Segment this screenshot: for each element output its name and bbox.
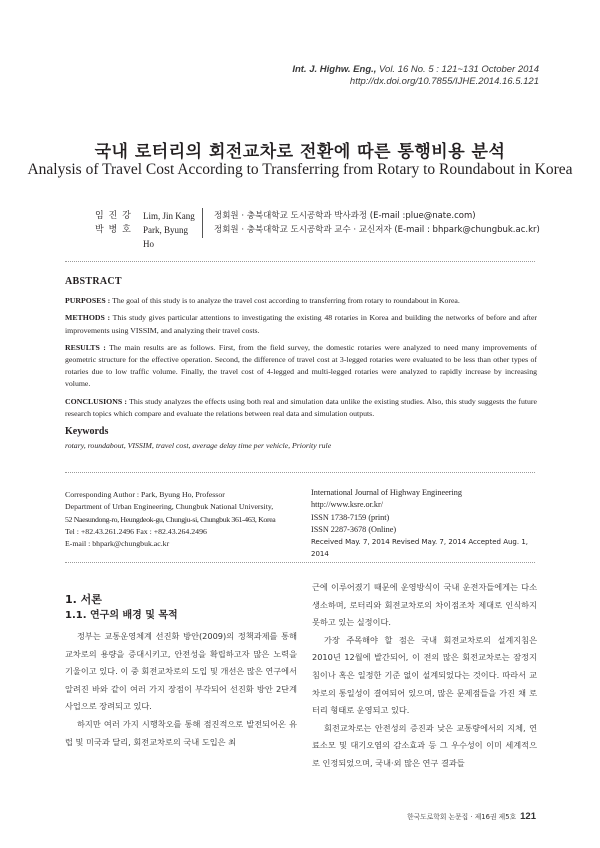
korean-title: 국내 로터리의 회전교차로 전환에 따른 통행비용 분석 (94, 142, 506, 162)
author-name-en: Lim, Jin Kang (143, 211, 195, 221)
abstract-results: RESULTS : The main results are as follows. First, from the field survey, the domestic rotaries were analyzed to need many improvements of geometric structure for the effective operation. Second, the difference of travel cost at 3-legged rotaries were evaluated to be less than other types of rotaries due to low traffic volume. Finally, the travel cost of 4-legged and multi-legged rotaries were analyzed to rapidly increase by increasing volume. (65, 342, 537, 389)
abstract (65, 276, 537, 452)
author-name-ko: 임 진 강 (95, 211, 132, 221)
corresponding-author: Corresponding Author : Park, Byung Ho, Professor Department of Urban Engineering, Chungbuk National University, 52 Naesundong-ro, Heungdeok-gu, Chungju-si, Chungbuk 361-463, Korea Tel : +82.43.261.2496 Fax : +82.43.264.2496 E-mail : bhpark@chungbuk.ac.kr (65, 489, 300, 550)
english-title: Analysis of Travel Cost According to Transferring from Rotary to Roundabout in Korea (27, 161, 573, 178)
section-headings (65, 592, 297, 628)
subsection-heading: 1.1. 연구의 배경 및 목적 (65, 610, 178, 621)
divider (65, 261, 535, 262)
abstract-purposes: PURPOSES : The goal of this study is to analyze the travel cost according to transferring from rotary to roundabout in Korea. (65, 296, 460, 306)
page-footer (407, 811, 536, 822)
paragraph: 하지만 여러 가지 시행착오를 통해 점진적으로 발전되어온 유럽 및 미국과 달리, 회전교차로의 국내 도입은 최 (65, 718, 297, 747)
author-name-en: Park, Byung Ho (143, 225, 188, 249)
journal-info: International Journal of Highway Engineering http://www.ksre.or.kr/ ISSN 1738-7159 (print) ISSN 2287-3678 (Online) Received May. 7, 2014 Revised May. 7, 2014 Accepted Aug. 1, 2014 (311, 487, 541, 561)
abstract-methods: METHODS : This study gives particular attentions to investigating the existing 48 rotaries in Korea and building the networks of before and after improvements using VISSIM, and analyzing their travel costs. (65, 313, 538, 335)
footer-journal: 한국도로학회 논문집 · 제16권 제5호 (407, 813, 517, 821)
keywords-list: rotary, roundabout, VISSIM, travel cost, average delay time per vehicle, Priority rule (65, 441, 332, 451)
page-number: 121 (520, 811, 536, 822)
author-affiliation: 정회원 · 충북대학교 도시공학과 교수 · 교신저자 (E-mail : bhpark@chungbuk.ac.kr) (214, 225, 540, 235)
divider (65, 472, 535, 473)
author-list (95, 209, 540, 251)
paragraph: 회전교차로는 안전성의 증진과 낮은 교통량에서의 지체, 연료소모 및 대기오염의 감소효과 등 그 우수성이 이미 세계적으로 인정되었으며, 국내·외 많은 연구 결과들 (312, 722, 537, 768)
journal-header (292, 64, 539, 88)
doi-link[interactable]: http://dx.doi.org/10.7855/IJHE.2014.16.5.121 (349, 76, 539, 87)
journal-abbr: Int. J. Highw. Eng., (292, 64, 377, 75)
author-email[interactable]: E-mail : bhpark@chungbuk.ac.kr (65, 539, 170, 549)
submission-dates: Received May. 7, 2014 Revised May. 7, 2014 Accepted Aug. 1, 2014 (311, 538, 529, 559)
body-left-column (65, 628, 297, 751)
paragraph: 정부는 교통운영체계 선진화 방안(2009)의 정책과제를 통해 교차로의 용량을 증대시키고, 안전성을 확립하고자 많은 노력을 기울이고 있다. 이 중 회전교차로의 도입 및 개선은 많은 연구에서 알려진 바와 같이 여러 가지 장점이 부각되어 선진화 방안 2단계 사업으로 장려되고 있다. (65, 631, 297, 712)
section-heading: 1. 서론 (65, 593, 102, 606)
paragraph: 근에 이루어졌기 때문에 운영방식이 국내 운전자들에게는 다소 생소하며, 로터리와 회전교차로의 차이점조차 제대로 인식하지 못하고 있는 실정이다. (312, 582, 537, 628)
divider (65, 562, 535, 563)
journal-volume: Vol. 16 No. 5 : 121~131 October 2014 (376, 64, 539, 75)
journal-url[interactable]: http://www.ksre.or.kr/ (311, 500, 384, 510)
author-row (95, 209, 540, 223)
keywords (65, 426, 537, 452)
keywords-heading: Keywords (65, 426, 109, 438)
author-row (95, 223, 540, 251)
author-affiliation: 정회원 · 충북대학교 도시공학과 박사과정 (E-mail :plue@nate.com) (214, 211, 476, 221)
abstract-conclusions: CONCLUSIONS : This study analyzes the effects using both real and simulation data unlike the existing studies. Also, this study suggests the future research topics which compare and evaluate the relations between real data and simulation outputs. (65, 396, 537, 418)
abstract-heading: ABSTRACT (65, 276, 122, 287)
paragraph: 가장 주목해야 할 점은 국내 회전교차로의 설계지침은 2010년 12월에 발간되어, 이 전의 많은 회전교차로는 잠정지침이나 혹은 일정한 기준 없이 설계되었다는 것이다. 따라서 교차로의 통일성이 결여되어 있으며, 많은 문제점들을 가진 채 로터리 형태로 운영되고 있다. (312, 634, 537, 716)
author-name-ko: 박 병 호 (95, 225, 132, 235)
body-right-column (312, 579, 537, 773)
